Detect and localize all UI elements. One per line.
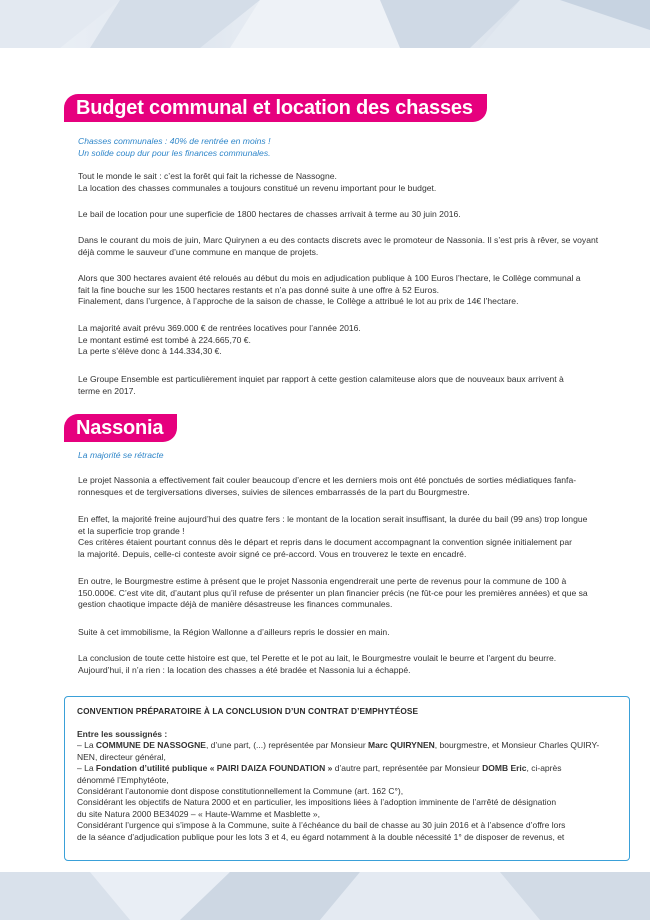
text-line: Alors que 300 hectares avaient été reloués au début du mois en adjudication publique à 100 Euros l’hectare, le Collège communal a [78, 273, 581, 283]
text-line: dénommé l’Emphytéote, [77, 774, 169, 785]
text-line: du site Natura 2000 BE34029 – « Haute-Wamme et Masblette », [77, 808, 321, 819]
text-line: la majorité. Depuis, celle-ci conteste avoir signé ce pré-accord. Vous en trouverez le texte en encadré. [78, 549, 467, 560]
section-title-budget: Budget communal et location des chasses [64, 94, 487, 122]
decorative-footer-band [0, 872, 650, 920]
text-line: Le montant estimé est tombé à 224.665,70 €. [78, 334, 251, 345]
paragraph [78, 374, 628, 397]
text-line: Le projet Nassonia a effectivement fait couler beaucoup d’encre et les derniers mois ont été ponctués de sorties médiatiques fanfa- [78, 475, 577, 485]
paragraph [78, 209, 628, 221]
text-line: 150.000€. C’est vite dit, d’autant plus qu’il refuse de présenter un plan financier précis (ne fût-ce pour les premières années) et que sa [78, 587, 588, 598]
text-line: Aujourd’hui, il n’a rien : la location des chasses a été bradée et Nassonia lui a échappé. [78, 664, 411, 675]
text-line: La conclusion de toute cette histoire est que, tel Perette et le pot au lait, le Bourgmestre voulait le beurre et l’argent du beurre. [78, 653, 557, 663]
footer-pattern [0, 872, 650, 920]
text-line: La majorité avait prévu 369.000 € de rentrées locatives pour l’année 2016. [78, 323, 361, 333]
text-line: NEN, directeur général, [77, 751, 166, 762]
text-line: Le bail de location pour une superficie de 1800 hectares de chasses arrivait à terme au 30 juin 2016. [78, 209, 461, 219]
text-line: Considérant l’autonomie dont dispose constitutionnellement la Commune (art. 162 C°), [77, 786, 404, 797]
text-line: déjà comme le sauveur d’une commune en manque de projets. [78, 246, 319, 257]
convention-body [77, 729, 617, 843]
text-line: En outre, le Bourgmestre estime à présent que le projet Nassonia engendrerait une perte de revenus pour la commune de 100 à [78, 576, 567, 586]
paragraph [78, 273, 628, 308]
mayor-name: Marc QUIRYNEN [368, 740, 435, 751]
text-line: Considérant l’urgence qui s’impose à la Commune, suite à l’échéance du bail de chasse au 30 juin 2016 et à l’absence d’offre lors [77, 820, 566, 831]
paragraph [78, 171, 628, 194]
text-line: terme en 2017. [78, 385, 136, 396]
text-line: fait la fine bouche sur les 1500 hectares restants et n’a pas donné suite à une offre à 52 Euros. [78, 284, 440, 295]
text-line: de la séance d’adjudication publique pour les lots 3 et 4, eu égard notamment à la double nécessité 1° de disposer de revenus, et [77, 831, 565, 842]
convention-title: CONVENTION PRÉPARATOIRE À LA CONCLUSION D’UN CONTRAT D’EMPHYTÉOSE [77, 706, 419, 716]
text-run: , ci-après [526, 763, 562, 774]
text-run: – La [77, 763, 96, 774]
section-subtitle-nassonia: La majorité se rétracte [78, 450, 164, 460]
convention-heading: Entre les soussignés : [77, 729, 168, 739]
text-line: Ces critères étaient pourtant connus dès le départ et repris dans le document accompagnant la convention signée initialement par [78, 537, 572, 548]
text-line: En effet, la majorité freine aujourd’hui des quatre fers : le montant de la location serait insuffisant, la durée du bail (99 ans) trop longue [78, 514, 588, 524]
foundation-name: Fondation d’utilité publique « PAIRI DAIZA FOUNDATION » [95, 763, 333, 774]
text-line: ronnesques et de tergiversations diverses, suivies de silences embarrassés de la part du Bourgmestre. [78, 486, 470, 497]
text-line: Dans le courant du mois de juin, Marc Quirynen a eu des contacts discrets avec le promoteur de Nassonia. Il s’est pris à rêver, se voyant [78, 235, 599, 245]
commune-name: COMMUNE DE NASSOGNE [95, 740, 206, 751]
text-line: La perte s’élève donc à 144.334,30 €. [78, 346, 222, 357]
paragraph [78, 514, 628, 561]
paragraph [78, 235, 628, 258]
paragraph [78, 475, 628, 498]
decorative-header-band [0, 0, 650, 48]
text-line: gestion chaotique impacte déjà de manière désastreuse les finances communales. [78, 599, 393, 610]
text-line [77, 740, 617, 751]
text-line: Le Groupe Ensemble est particulièrement inquiet par rapport à cette gestion calamiteuse alors que de nouveaux baux arrivent à [78, 374, 564, 384]
text-line: et la superficie trop grande ! [78, 525, 185, 536]
text-line: La location des chasses communales a toujours constitué un revenu important pour le budget. [78, 182, 437, 193]
text-line: Finalement, dans l’urgence, à l’approche de la saison de chasse, le Collège a attribué le lot au prix de 14€ l’hectare. [78, 296, 519, 307]
representative-name: DOMB Eric [482, 763, 527, 774]
subtitle-line: Chasses communales : 40% de rentrée en moins ! [78, 136, 271, 146]
text-run: , bourgmestre, et Monsieur Charles QUIRY- [434, 740, 600, 751]
text-line: Tout le monde le sait : c’est la forêt qui fait la richesse de Nassogne. [78, 171, 337, 181]
header-pattern [0, 0, 650, 48]
paragraph [78, 576, 628, 611]
section-subtitle-budget [78, 136, 271, 159]
text-run: , d’une part, (...) représentée par Monsieur [205, 740, 369, 751]
text-run: d’autre part, représentée par Monsieur [332, 763, 483, 774]
paragraph [78, 323, 628, 358]
convention-box [64, 696, 630, 861]
text-line: Suite à cet immobilisme, la Région Wallonne a d’ailleurs repris le dossier en main. [78, 627, 390, 637]
subtitle-line: Un solide coup dur pour les finances communales. [78, 147, 271, 158]
paragraph [78, 627, 628, 639]
paragraph [78, 653, 628, 676]
text-line: Considérant les objectifs de Natura 2000 et en particulier, les impositions liées à l’adoption imminente de l’arrêté de désignation [77, 797, 557, 808]
text-line [77, 763, 617, 774]
text-run: – La [77, 740, 96, 751]
section-title-nassonia: Nassonia [64, 414, 177, 442]
